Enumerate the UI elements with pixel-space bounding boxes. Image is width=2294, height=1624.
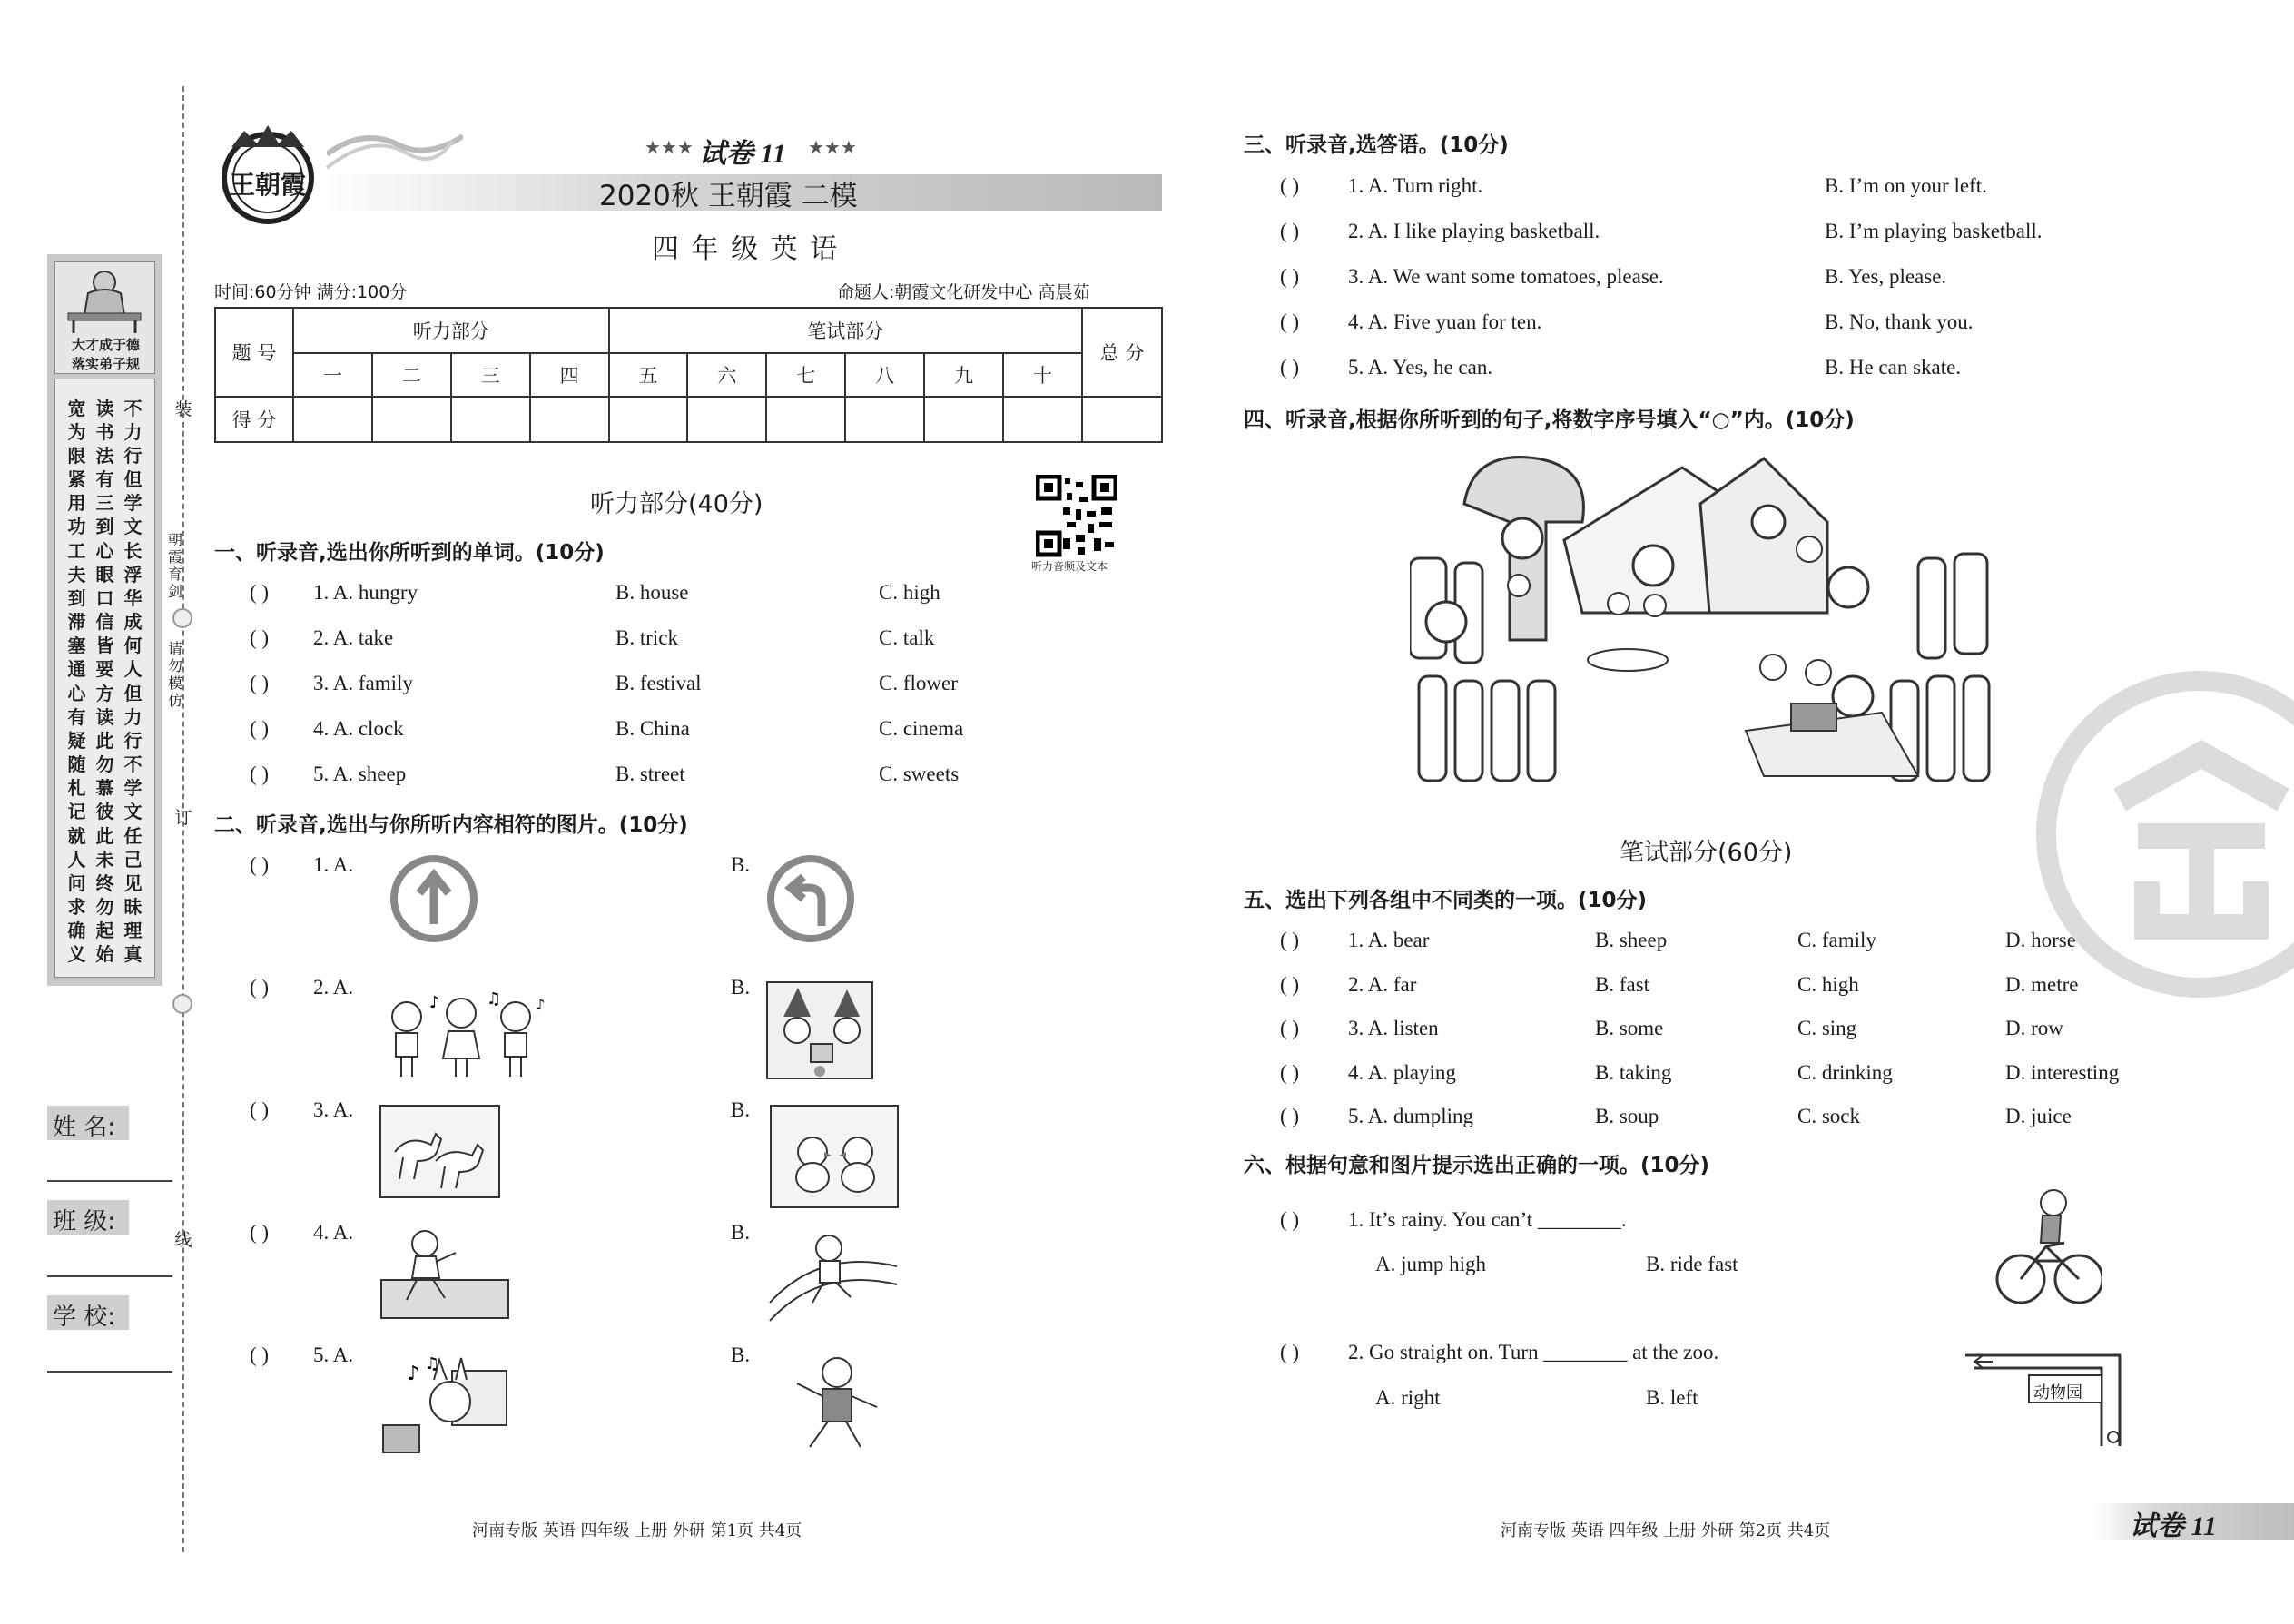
s5-option[interactable]: D. row bbox=[2005, 1017, 2063, 1039]
bind-mark-2: 订 bbox=[174, 808, 192, 828]
s6-q2-option-a[interactable]: A. right bbox=[1375, 1386, 1441, 1409]
s5-option[interactable]: D. metre bbox=[2005, 973, 2079, 996]
s5-option[interactable]: B. some bbox=[1595, 1017, 1664, 1039]
class-field[interactable] bbox=[47, 1275, 172, 1277]
score-col-header: 十 bbox=[1003, 353, 1082, 397]
answer-bracket[interactable]: ( ) bbox=[1280, 265, 1300, 288]
punch-hole bbox=[172, 608, 192, 628]
s5-option[interactable]: D. juice bbox=[2005, 1105, 2072, 1127]
score-table bbox=[214, 307, 1163, 443]
s5-option[interactable]: B. taking bbox=[1595, 1061, 1672, 1084]
score-row-label: 得 分 bbox=[215, 397, 293, 442]
s5-option[interactable]: 2. A. far bbox=[1348, 973, 1417, 996]
s3-option-a[interactable]: 4. A. Five yuan for ten. bbox=[1348, 310, 1542, 333]
qr-code-icon[interactable] bbox=[1036, 475, 1117, 558]
svg-text:♪: ♪ bbox=[429, 993, 440, 1012]
answer-bracket[interactable]: ( ) bbox=[1280, 973, 1300, 996]
bind-note-1: 朝霞育剑 bbox=[167, 531, 182, 600]
score-header-number: 题 号 bbox=[215, 308, 293, 397]
s2-option-b[interactable]: B. bbox=[731, 976, 751, 999]
s5-option[interactable]: C. sock bbox=[1797, 1105, 1860, 1127]
motto-column: 方读此勿慕彼 bbox=[95, 683, 115, 822]
boy-running-picture bbox=[765, 1230, 901, 1330]
s1-option[interactable]: C. flower bbox=[879, 672, 958, 694]
s3-option-b[interactable]: B. I’m on your left. bbox=[1825, 174, 1987, 197]
exam-number: 试卷 11 bbox=[699, 139, 786, 169]
s5-option[interactable]: 5. A. dumpling bbox=[1348, 1105, 1474, 1127]
s5-option[interactable]: D. interesting bbox=[2005, 1061, 2120, 1084]
s6-question-1: 1. It’s rainy. You can’t ________. bbox=[1348, 1208, 1627, 1231]
answer-bracket[interactable]: ( ) bbox=[1280, 220, 1300, 242]
s2-option-a[interactable]: 1. A. bbox=[313, 853, 354, 876]
logo-text: 王朝霞 bbox=[229, 172, 306, 200]
stars-right: ★★★ bbox=[808, 136, 857, 158]
s3-option-a[interactable]: 5. A. Yes, he can. bbox=[1348, 356, 1493, 379]
score-cell[interactable] bbox=[530, 397, 609, 442]
girl-riding-bike-picture bbox=[1994, 1185, 2102, 1308]
score-cell[interactable] bbox=[1003, 397, 1082, 442]
s5-option[interactable]: C. sing bbox=[1797, 1017, 1857, 1039]
svg-text:♪: ♪ bbox=[407, 1363, 420, 1385]
exam-time: 时间:60分钟 满分:100分 bbox=[214, 282, 408, 302]
section-4-title: 四、听录音,根据你所听到的句子,将数字序号填入“○”内。(10分) bbox=[1244, 408, 1855, 432]
answer-bracket[interactable]: ( ) bbox=[1280, 174, 1300, 197]
footer-right: 河南专版 英语 四年级 上册 外研 第2页 共4页 bbox=[1501, 1521, 1831, 1540]
motto-column: 心有疑随札记 bbox=[67, 683, 87, 822]
answer-bracket[interactable]: ( ) bbox=[250, 1343, 270, 1366]
motto-column: 心眼口信皆要 bbox=[95, 540, 115, 680]
s5-option[interactable]: C. drinking bbox=[1797, 1061, 1893, 1084]
score-col-header: 五 bbox=[609, 353, 688, 397]
footer-left: 河南专版 英语 四年级 上册 外研 第1页 共4页 bbox=[472, 1521, 802, 1540]
s5-option[interactable]: 4. A. playing bbox=[1348, 1061, 1456, 1084]
halloween-party-picture bbox=[765, 980, 874, 1080]
ribbon-decoration-2 bbox=[318, 113, 454, 177]
motto-column: 不力行但学文 bbox=[123, 398, 143, 537]
s1-option[interactable]: C. high bbox=[879, 581, 940, 604]
bind-note-2: 请勿模仿 bbox=[167, 640, 182, 709]
s1-option[interactable]: C. cinema bbox=[879, 717, 964, 740]
zoo-label: 动物园 bbox=[2033, 1383, 2082, 1403]
girl-listening-music-picture bbox=[379, 1353, 516, 1457]
s1-option[interactable]: 3. A. family bbox=[313, 672, 413, 694]
answer-bracket[interactable]: ( ) bbox=[1280, 1105, 1300, 1127]
section-1-title: 一、听录音,选出你所听到的单词。(10分) bbox=[214, 541, 605, 565]
score-header-listen: 听力部分 bbox=[293, 308, 609, 353]
s2-option-a[interactable]: 3. A. bbox=[313, 1098, 354, 1121]
s1-option[interactable]: 4. A. clock bbox=[313, 717, 404, 740]
score-col-header: 二 bbox=[372, 353, 451, 397]
answer-bracket[interactable]: ( ) bbox=[250, 1098, 270, 1121]
answer-bracket[interactable]: ( ) bbox=[1280, 929, 1300, 951]
children-singing-picture bbox=[379, 989, 552, 1080]
s3-option-b[interactable]: B. He can skate. bbox=[1825, 356, 1962, 379]
turn-left-sign-icon bbox=[765, 853, 856, 944]
motto-column: 但力行不学文 bbox=[123, 683, 143, 822]
motto-column: 读书法有三到 bbox=[95, 398, 115, 537]
section-2-title: 二、听录音,选出与你所听内容相符的图片。(10分) bbox=[214, 813, 688, 837]
s1-option[interactable]: B. China bbox=[615, 717, 690, 740]
s5-option[interactable]: B. fast bbox=[1595, 973, 1650, 996]
motto-column: 任己见昧理真 bbox=[123, 825, 143, 965]
score-col-header: 一 bbox=[293, 353, 372, 397]
motto-line-2: 落实弟子规 bbox=[71, 356, 140, 372]
exam-subject: 四 年 级 英 语 bbox=[652, 233, 840, 265]
motto-column: 长浮华成何人 bbox=[123, 540, 143, 680]
s1-option[interactable]: B. street bbox=[615, 763, 685, 785]
section-6-title: 六、根据句意和图片提示选出正确的一项。(10分) bbox=[1244, 1154, 1710, 1177]
score-cell[interactable] bbox=[451, 397, 530, 442]
score-col-header: 七 bbox=[766, 353, 845, 397]
park-scene-picture bbox=[1410, 449, 1991, 785]
s1-option[interactable]: C. talk bbox=[879, 626, 935, 649]
horses-picture bbox=[379, 1105, 500, 1198]
s2-option-b[interactable]: B. bbox=[731, 1098, 751, 1121]
s2-option-b[interactable]: B. bbox=[731, 853, 751, 876]
s5-option[interactable]: B. sheep bbox=[1595, 929, 1668, 951]
motto-header bbox=[54, 261, 155, 374]
s3-option-b[interactable]: B. Yes, please. bbox=[1825, 265, 1947, 288]
svg-text:♫: ♫ bbox=[487, 989, 502, 1009]
school-label: 学 校: bbox=[47, 1295, 129, 1330]
school-field[interactable] bbox=[47, 1371, 172, 1373]
s3-option-b[interactable]: B. I’m playing basketball. bbox=[1825, 220, 2043, 242]
score-cell[interactable] bbox=[293, 397, 372, 442]
chicks-picture bbox=[770, 1105, 899, 1208]
score-cell[interactable] bbox=[845, 397, 924, 442]
motto-column: 就人问求确义 bbox=[67, 825, 87, 965]
s5-option[interactable]: C. high bbox=[1797, 973, 1859, 996]
write-title: 笔试部分(60分) bbox=[1620, 839, 1793, 867]
score-col-header: 九 bbox=[924, 353, 1003, 397]
score-col-header: 八 bbox=[845, 353, 924, 397]
s2-option-a[interactable]: 4. A. bbox=[313, 1221, 354, 1244]
score-cell[interactable] bbox=[1082, 397, 1162, 442]
s6-q2-option-b[interactable]: B. left bbox=[1646, 1386, 1698, 1409]
score-col-header: 四 bbox=[530, 353, 609, 397]
score-cell[interactable] bbox=[609, 397, 688, 442]
score-header-write: 笔试部分 bbox=[609, 308, 1082, 353]
answer-bracket[interactable]: ( ) bbox=[1280, 1061, 1300, 1084]
s5-option[interactable]: D. horse bbox=[2005, 929, 2076, 951]
footer-exam-tag: 试卷 11 bbox=[2130, 1511, 2217, 1541]
s5-option[interactable]: 3. A. listen bbox=[1348, 1017, 1439, 1039]
s1-option[interactable]: B. trick bbox=[615, 626, 678, 649]
score-col-header: 六 bbox=[687, 353, 766, 397]
punch-hole bbox=[172, 994, 192, 1014]
secret-watermark-icon bbox=[2036, 671, 2294, 998]
exam-author: 命题人:朝霞文化研发中心 高晨茹 bbox=[837, 282, 1090, 302]
answer-bracket[interactable]: ( ) bbox=[250, 1221, 270, 1244]
answer-bracket[interactable]: ( ) bbox=[1280, 356, 1300, 379]
answer-bracket[interactable]: ( ) bbox=[250, 581, 270, 604]
score-cell[interactable] bbox=[687, 397, 766, 442]
s6-question-2: 2. Go straight on. Turn ________ at the zoo. bbox=[1348, 1341, 1719, 1363]
score-cell[interactable] bbox=[924, 397, 1003, 442]
name-field[interactable] bbox=[47, 1180, 172, 1182]
listen-title: 听力部分(40分) bbox=[590, 490, 763, 518]
stars-left: ★★★ bbox=[645, 136, 694, 158]
answer-bracket[interactable]: ( ) bbox=[1280, 1208, 1300, 1231]
s3-option-a[interactable]: 3. A. We want some tomatoes, please. bbox=[1348, 265, 1664, 288]
bind-mark-1: 装 bbox=[174, 399, 192, 419]
score-cell[interactable] bbox=[372, 397, 451, 442]
answer-bracket[interactable]: ( ) bbox=[250, 763, 270, 785]
motto-line-1: 大才成于德 bbox=[71, 337, 140, 353]
exam-title: 2020秋 王朝霞 二模 bbox=[599, 180, 858, 212]
s3-option-b[interactable]: B. No, thank you. bbox=[1825, 310, 1974, 333]
answer-bracket[interactable]: ( ) bbox=[250, 626, 270, 649]
s6-q1-option-b[interactable]: B. ride fast bbox=[1646, 1253, 1738, 1275]
s1-option[interactable]: B. house bbox=[615, 581, 689, 604]
scholar-illustration bbox=[55, 262, 154, 335]
answer-bracket[interactable]: ( ) bbox=[250, 853, 270, 876]
s1-option[interactable]: 2. A. take bbox=[313, 626, 394, 649]
answer-bracket[interactable]: ( ) bbox=[250, 976, 270, 999]
s5-option[interactable]: 1. A. bear bbox=[1348, 929, 1430, 951]
girl-jumping-picture bbox=[379, 1225, 516, 1321]
answer-bracket[interactable]: ( ) bbox=[1280, 1017, 1300, 1039]
section-5-title: 五、选出下列各组中不同类的一项。(10分) bbox=[1244, 889, 1648, 912]
name-label: 姓 名: bbox=[47, 1106, 129, 1140]
s1-option[interactable]: C. sweets bbox=[879, 763, 960, 785]
grandpa-dancing-picture bbox=[783, 1353, 891, 1457]
svg-text:♫: ♫ bbox=[425, 1354, 440, 1373]
motto-column: 宽为限紧用功 bbox=[67, 398, 87, 537]
motto-column: 此未终勿起始 bbox=[95, 825, 115, 965]
answer-bracket[interactable]: ( ) bbox=[250, 717, 270, 740]
section-3-title: 三、听录音,选答语。(10分) bbox=[1244, 133, 1509, 157]
s5-option[interactable]: B. soup bbox=[1595, 1105, 1659, 1127]
score-header-total: 总 分 bbox=[1082, 308, 1162, 397]
s6-q1-option-a[interactable]: A. jump high bbox=[1375, 1253, 1487, 1275]
answer-bracket[interactable]: ( ) bbox=[1280, 1341, 1300, 1363]
s1-option[interactable]: 5. A. sheep bbox=[313, 763, 407, 785]
bind-mark-3: 线 bbox=[174, 1230, 192, 1250]
motto-column: 工夫到滞塞通 bbox=[67, 540, 87, 680]
answer-bracket[interactable]: ( ) bbox=[250, 672, 270, 694]
qr-caption: 听力音频及文本 bbox=[1031, 560, 1108, 573]
score-col-header: 三 bbox=[451, 353, 530, 397]
answer-bracket[interactable]: ( ) bbox=[1280, 310, 1300, 333]
s1-option[interactable]: 1. A. hungry bbox=[313, 581, 418, 604]
score-cell[interactable] bbox=[766, 397, 845, 442]
s2-option-a[interactable]: 2. A. bbox=[313, 976, 354, 999]
s2-option-b[interactable]: B. bbox=[731, 1343, 751, 1366]
s3-option-a[interactable]: 2. A. I like playing basketball. bbox=[1348, 220, 1600, 242]
go-straight-sign-icon bbox=[389, 853, 479, 944]
s3-option-a[interactable]: 1. A. Turn right. bbox=[1348, 174, 1483, 197]
s1-option[interactable]: B. festival bbox=[615, 672, 702, 694]
svg-text:♪: ♪ bbox=[536, 996, 546, 1013]
s5-option[interactable]: C. family bbox=[1797, 929, 1876, 951]
class-label: 班 级: bbox=[47, 1200, 129, 1235]
s2-option-b[interactable]: B. bbox=[731, 1221, 751, 1244]
s2-option-a[interactable]: 5. A. bbox=[313, 1343, 354, 1366]
